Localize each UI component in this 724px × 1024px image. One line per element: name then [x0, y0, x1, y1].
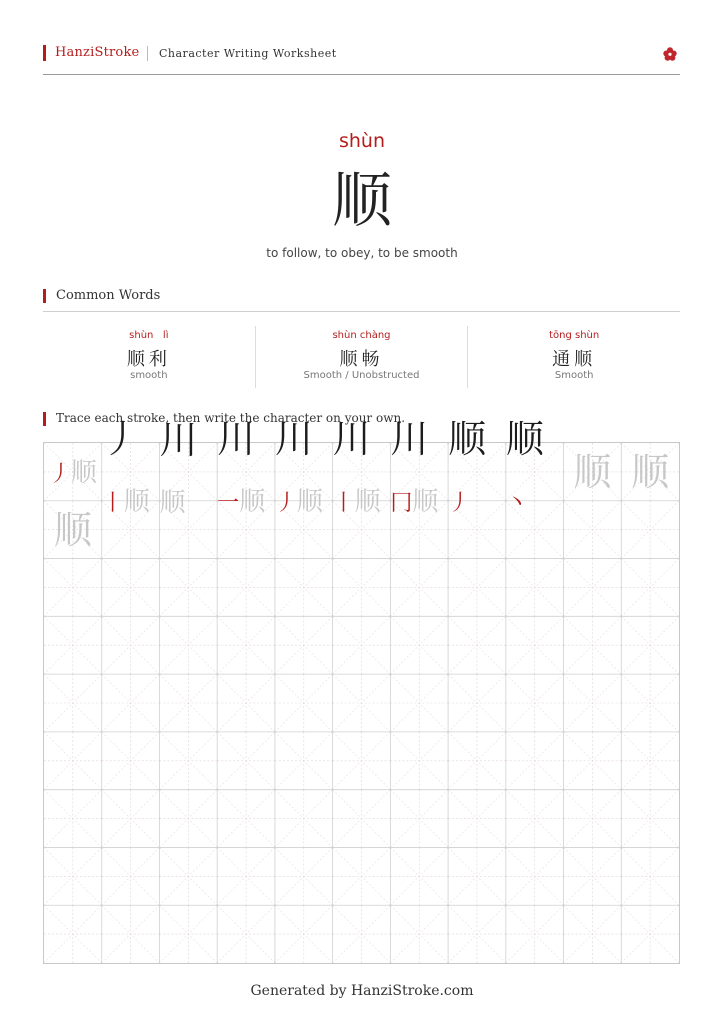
current-stroke: 丨: [332, 491, 355, 517]
stroke-step-character: [159, 411, 217, 532]
current-stroke: 一: [217, 491, 240, 517]
current-stroke: 丿: [448, 491, 471, 517]
stroke-order-cell[interactable]: [448, 417, 506, 517]
word-pinyin: shùn lì: [129, 330, 169, 341]
completed-strokes: 川: [332, 417, 371, 462]
word-meaning: Smooth: [554, 370, 594, 381]
word-item: [255, 326, 468, 388]
completed-strokes: 顺: [448, 417, 487, 462]
current-stroke: 丿: [48, 462, 71, 488]
completed-strokes: 顺: [505, 417, 544, 462]
remaining-strokes: 顺: [354, 487, 381, 518]
stroke-step-character: [49, 439, 97, 504]
stroke-order-cell[interactable]: [505, 417, 564, 517]
stroke-order-cell[interactable]: [44, 443, 102, 501]
completed-strokes: 丿: [101, 417, 140, 462]
remaining-strokes: 顺: [296, 487, 323, 518]
trace-character: 顺: [631, 449, 670, 494]
worksheet-subtitle: Character Writing Worksheet: [159, 47, 337, 60]
completed-strokes: 川: [159, 418, 198, 463]
word-item: [467, 326, 680, 388]
remaining-strokes: 顺: [159, 488, 186, 519]
stroke-step-character: [506, 410, 564, 533]
trace-character: 顺: [573, 449, 612, 494]
flower-logo-icon: [662, 46, 678, 62]
remaining-strokes: 顺: [239, 487, 266, 518]
practice-instruction: Trace each stroke, then write the character on your own.: [43, 411, 405, 425]
remaining-strokes: 顺: [123, 487, 150, 518]
worksheet-header: [43, 44, 680, 75]
common-words-title: Common Words: [43, 288, 160, 303]
word-pinyin: tōng shùn: [549, 330, 600, 341]
remaining-strokes: 顺: [70, 458, 97, 489]
main-character: 顺: [332, 166, 392, 236]
word-hanzi: 顺畅: [339, 349, 384, 370]
word-hanzi: 顺利: [126, 349, 171, 370]
stroke-step-character: [275, 410, 333, 533]
stroke-order-cell[interactable]: [274, 417, 333, 518]
stroke-step-character: [333, 410, 391, 533]
stroke-order-cell[interactable]: [390, 417, 448, 518]
stroke-order-cell[interactable]: [332, 417, 391, 518]
word-pinyin: shùn chàng: [332, 330, 391, 341]
word-item: [43, 326, 255, 388]
remaining-strokes: 顺: [412, 487, 439, 518]
word-meaning: smooth: [130, 370, 168, 381]
character-meaning: to follow, to obey, to be smooth: [266, 246, 458, 260]
current-stroke: 丶: [505, 491, 528, 517]
stroke-step-character: [217, 410, 275, 533]
completed-strokes: 川: [274, 417, 313, 462]
trace-cell[interactable]: [621, 443, 679, 501]
trace-cell[interactable]: [44, 501, 102, 559]
accent-bar: [43, 45, 46, 61]
current-stroke: 冂: [390, 491, 413, 517]
footer-credit[interactable]: Generated by HanziStroke.com: [250, 983, 474, 999]
common-words-list: [43, 326, 680, 388]
stroke-order-cell[interactable]: [101, 417, 160, 518]
word-hanzi: 通顺: [552, 349, 597, 370]
brand-name[interactable]: HanziStroke: [55, 45, 140, 60]
character-pinyin: shùn: [338, 130, 386, 152]
stroke-step-character: [448, 410, 506, 533]
completed-strokes: 川: [390, 417, 429, 462]
section-divider: [43, 311, 680, 312]
word-meaning: Smooth / Unobstructed: [303, 370, 420, 381]
current-stroke: 丿: [274, 491, 297, 517]
stroke-step-character: [390, 410, 448, 533]
trace-cell[interactable]: [564, 443, 622, 501]
stroke-order-cell[interactable]: [159, 418, 217, 519]
stroke-order-cell[interactable]: [217, 417, 275, 518]
trace-character: 顺: [53, 507, 92, 552]
header-separator: [147, 46, 148, 61]
stroke-step-character: [102, 410, 160, 533]
current-stroke: 丨: [101, 491, 124, 517]
completed-strokes: 川: [217, 417, 256, 462]
